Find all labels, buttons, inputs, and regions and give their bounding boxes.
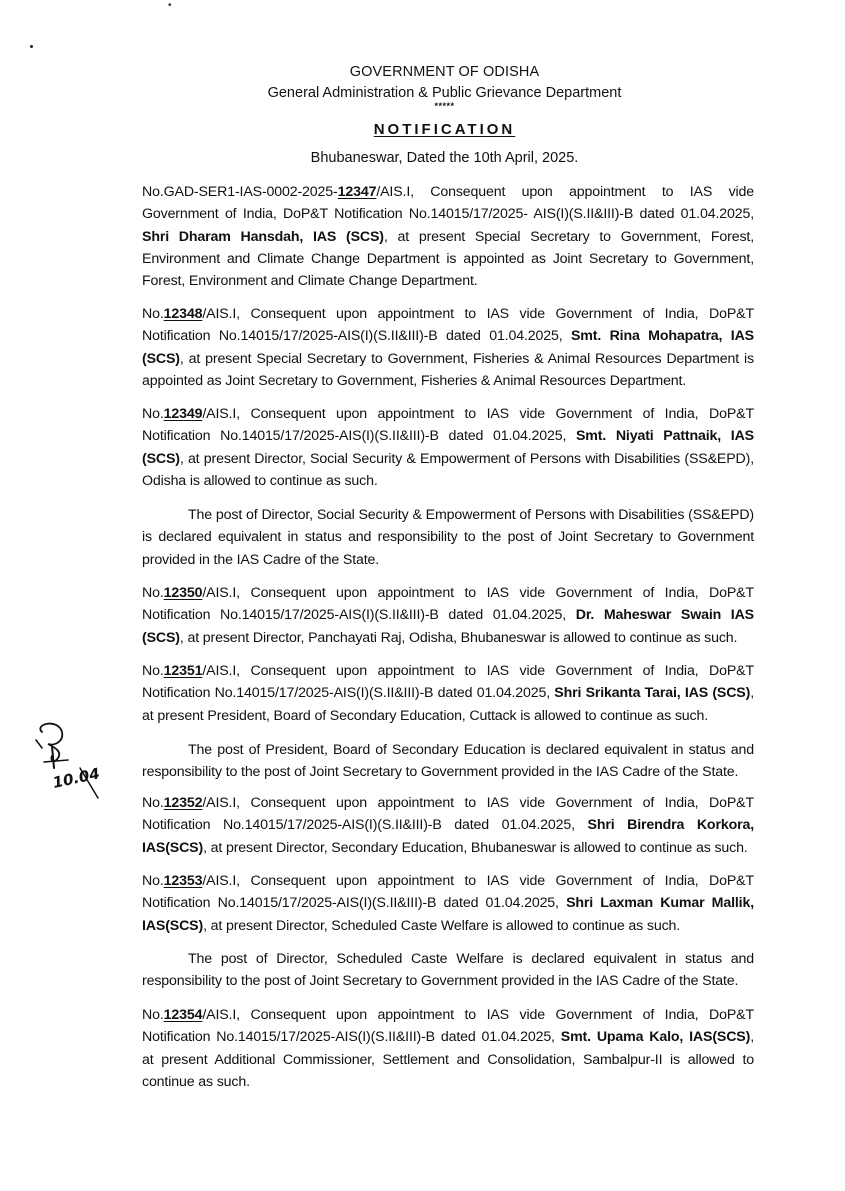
notification-paragraph-12353: No.12353/AIS.I, Consequent upon appointment to IAS vide Government of India, DoP&T Notification No.14015/17/2025-AIS(I)(S.II&III)-B dated 01.04.2025, Shri Laxman Kumar Mallik, IAS(SCS), at present Director, Scheduled Caste Welfare is allowed to continue as such. [142, 873, 754, 934]
reference-number: 12354 [163, 1007, 203, 1023]
government-heading: GOVERNMENT OF ODISHA [349, 64, 540, 80]
department-heading: General Administration & Public Grievance Department [267, 85, 622, 101]
officer-name: Smt. Rina Mohapatra, IAS (SCS) [142, 328, 754, 367]
notification-paragraph-12348: No.12348/AIS.I, Consequent upon appointment to IAS vide Government of India, DoP&T Notification No.14015/17/2025-AIS(I)(S.II&III)-B dated 01.04.2025, Smt. Rina Mohapatra, IAS (SCS), at present Special Secretary to Government, Fisheries & Animal Resources Department is appointed as Joint Secretary to Government, Fisheries & Animal Resources Department. [142, 306, 754, 389]
officer-name: Dr. Maheswar Swain IAS (SCS) [142, 607, 754, 646]
notification-paragraph-12350: No.12350/AIS.I, Consequent upon appointment to IAS vide Government of India, DoP&T Notification No.14015/17/2025-AIS(I)(S.II&III)-B dated 01.04.2025, Dr. Maheswar Swain IAS (SCS), at present Director, Panchayati Raj, Odisha, Bhubaneswar is allowed to continue as such. [142, 585, 754, 646]
officer-name: Shri Birendra Korkora, IAS(SCS) [142, 817, 754, 856]
equivalence-paragraph-bse: The post of President, Board of Secondary Education is declared equivalent in status and responsibility to the post of Joint Secretary to Government provided in the IAS Cadre of the State. [142, 742, 754, 781]
reference-number: 12347 [337, 184, 377, 200]
reference-number: 12349 [163, 406, 203, 422]
notification-paragraph-12352: No.12352/AIS.I, Consequent upon appointment to IAS vide Government of India, DoP&T Notification No.14015/17/2025-AIS(I)(S.II&III)-B dated 01.04.2025, Shri Birendra Korkora, IAS(SCS), at present Director, Secondary Education, Bhubaneswar is allowed to continue as such. [142, 795, 754, 856]
officer-name: Smt. Niyati Pattnaik, IAS (SCS) [142, 428, 754, 467]
reference-number: 12352 [163, 795, 203, 811]
notification-paragraph-12349: No.12349/AIS.I, Consequent upon appointment to IAS vide Government of India, DoP&T Notification No.14015/17/2025-AIS(I)(S.II&III)-B dated 01.04.2025, Smt. Niyati Pattnaik, IAS (SCS), at present Director, Social Security & Empowerment of Persons with Disabilities (SS&EPD), Odisha is allowed to continue as such. [142, 406, 754, 489]
handwritten-initials-signature [28, 718, 118, 808]
scan-mark: • [168, 0, 172, 11]
officer-name: Smt. Upama Kalo, IAS(SCS) [560, 1029, 751, 1046]
reference-number: 12350 [163, 585, 203, 601]
scan-dot [30, 45, 33, 48]
separator-stars: ***** [434, 101, 455, 111]
initials-date-text: 10.04 [51, 764, 102, 792]
equivalence-paragraph-sseped: The post of Director, Social Security & Empowerment of Persons with Disabilities (SS&EPD) is declared equivalent in status and responsibility to the post of Joint Secretary to Government provided in the IAS Cadre of the State. [142, 507, 754, 568]
notification-paragraph-12351: No.12351/AIS.I, Consequent upon appointment to IAS vide Government of India, DoP&T Notification No.14015/17/2025-AIS(I)(S.II&III)-B dated 01.04.2025, Shri Srikanta Tarai, IAS (SCS), at present President, Board of Secondary Education, Cuttack is allowed to continue as such. [142, 663, 754, 724]
equivalence-paragraph-scw: The post of Director, Scheduled Caste Welfare is declared equivalent in status and responsibility to the post of Joint Secretary to Government provided in the IAS Cadre of the State. [142, 951, 754, 990]
notification-paragraph-12347: No.GAD-SER1-IAS-0002-2025-12347/AIS.I, Consequent upon appointment to IAS vide Government of India, DoP&T Notification No.14015/17/2025- AIS(I)(S.II&III)-B dated 01.04.2025, Shri Dharam Hansdah, IAS (SCS), at present Special Secretary to Government, Forest, Environment and Climate Change Department is appointed as Joint Secretary to Government, Forest, Environment and Climate Change Department. [142, 184, 754, 290]
notification-title: NOTIFICATION [373, 121, 516, 138]
date-line: Bhubaneswar, Dated the 10th April, 2025. [310, 150, 579, 166]
reference-number: 12351 [163, 663, 203, 679]
notification-paragraph-12354: No.12354/AIS.I, Consequent upon appointment to IAS vide Government of India, DoP&T Notification No.14015/17/2025-AIS(I)(S.II&III)-B dated 01.04.2025, Smt. Upama Kalo, IAS(SCS), at present Additional Commissioner, Settlement and Consolidation, Sambalpur-II is allowed to continue as such. [142, 1007, 754, 1090]
reference-number: 12348 [163, 306, 203, 322]
officer-name: Shri Srikanta Tarai, IAS (SCS) [554, 685, 751, 702]
reference-number: 12353 [163, 873, 203, 889]
officer-name: Shri Laxman Kumar Mallik, IAS(SCS) [142, 895, 754, 934]
officer-name: Shri Dharam Hansdah, IAS (SCS) [142, 228, 384, 245]
